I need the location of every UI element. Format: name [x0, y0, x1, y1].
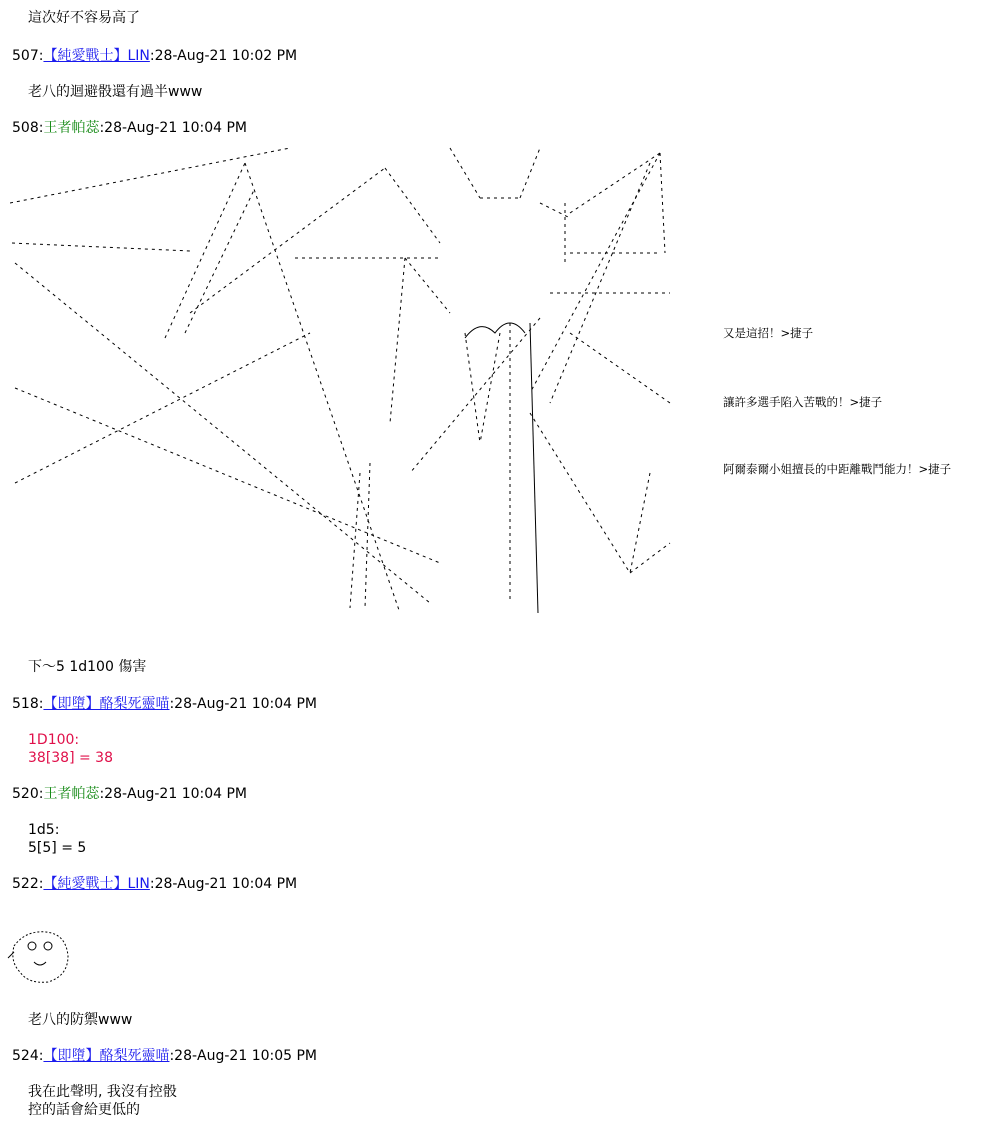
post-number: 522 [12, 876, 39, 892]
post-header: 507:【純愛戰士】LIN:28-Aug-21 10:02 PM [12, 48, 298, 64]
poster-name-link[interactable]: 【即墮】酪梨死靈喵 [43, 696, 170, 712]
post-header: 524:【即墮】酪梨死靈喵:28-Aug-21 10:05 PM [12, 1048, 318, 1064]
post-date: 28-Aug-21 10:04 PM [104, 120, 248, 136]
post-header: 508:王者帕蕊:28-Aug-21 10:04 PM [12, 120, 248, 136]
poster-name-link[interactable]: 【即墮】酪梨死靈喵 [43, 1048, 170, 1064]
post-header: 518:【即墮】酪梨死靈喵:28-Aug-21 10:04 PM [12, 696, 318, 712]
post-date: 28-Aug-21 10:04 PM [174, 696, 318, 712]
post-date: 28-Aug-21 10:04 PM [154, 876, 298, 892]
dice-roll-line: 1d5: [28, 822, 60, 838]
post-body-line: 控的話會給更低的 [28, 1102, 140, 1118]
face-ascii-art [6, 928, 76, 988]
poster-name-link[interactable]: 【純愛戰士】LIN [43, 876, 150, 892]
poster-name: 王者帕蕊 [43, 120, 100, 136]
dice-roll-result: 5[5] = 5 [28, 840, 87, 856]
post-date: 28-Aug-21 10:02 PM [154, 48, 298, 64]
side-note: 阿爾泰爾小姐擅長的中距離戰鬥能力！>捷子 [723, 462, 952, 476]
poster-name-link[interactable]: 【純愛戰士】LIN [43, 48, 150, 64]
post-body-line: 這次好不容易高了 [28, 10, 140, 26]
dice-roll-line: 1D100: [28, 732, 80, 748]
side-note: 讓許多選手陷入苦戰的！>捷子 [723, 395, 883, 409]
post-body-line: 下～5 1d100 傷害 [28, 659, 147, 675]
post-header: 520:王者帕蕊:28-Aug-21 10:04 PM [12, 786, 248, 802]
post-number: 524 [12, 1048, 39, 1064]
dice-roll-result: 38[38] = 38 [28, 750, 113, 766]
post-header: 522:【純愛戰士】LIN:28-Aug-21 10:04 PM [12, 876, 298, 892]
post-body-line: 我在此聲明, 我沒有控骰 [28, 1084, 177, 1100]
poster-name: 王者帕蕊 [43, 786, 100, 802]
post-date: 28-Aug-21 10:05 PM [174, 1048, 318, 1064]
post-number: 508 [12, 120, 39, 136]
post-body-line: 老八的迴避骰還有過半www [28, 84, 203, 100]
side-note: 又是這招！>捷子 [723, 326, 814, 340]
post-number: 520 [12, 786, 39, 802]
post-body-line: 老八的防禦www [28, 1012, 133, 1028]
post-date: 28-Aug-21 10:04 PM [104, 786, 248, 802]
post-number: 507 [12, 48, 39, 64]
ascii-art-illustration [10, 143, 675, 613]
post-number: 518 [12, 696, 39, 712]
